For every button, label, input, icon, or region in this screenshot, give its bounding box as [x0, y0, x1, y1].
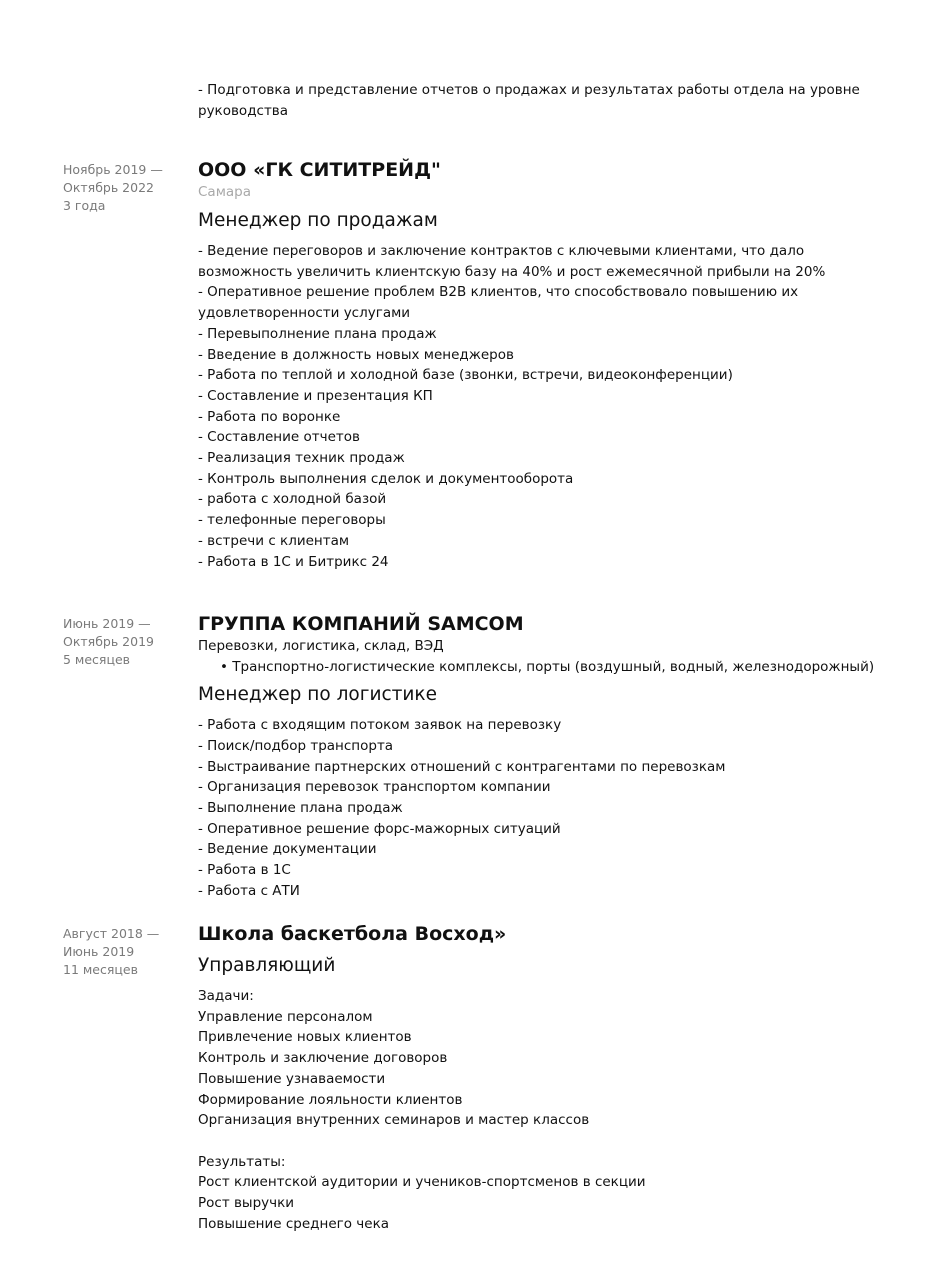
period-duration: 3 года — [63, 198, 106, 213]
description-line: Повышение среднего чека — [198, 1215, 389, 1232]
description-line: - Составление и презентация КП — [198, 387, 433, 404]
description-spacer — [198, 1131, 888, 1152]
description-line: - работа с холодной базой — [198, 491, 387, 508]
period-end: Октябрь 2022 — [63, 180, 154, 195]
job-period — [63, 925, 188, 979]
intro-line: руководства — [198, 102, 289, 119]
job-position: Менеджер по логистике — [198, 684, 437, 706]
description-line: - встречи с клиентам — [198, 532, 350, 549]
description-line: Повышение узнаваемости — [198, 1070, 386, 1087]
period-start: Ноябрь 2019 — — [63, 162, 163, 177]
company-industry-item: • Транспортно-логистические комплексы, порты (воздушный, водный, железнодорожный) — [220, 658, 875, 675]
description-line: - Работа в 1С и Битрикс 24 — [198, 553, 389, 570]
company-name: ООО «ГК СИТИТРЕЙД" — [198, 159, 441, 181]
description-line: - Реализация техник продаж — [198, 450, 405, 467]
intro-line: - Подготовка и представление отчетов о продажах и результатах работы отдела на уровне — [198, 82, 860, 98]
job-position: Менеджер по продажам — [198, 210, 438, 231]
description-line: удовлетворенности услугами — [198, 305, 411, 322]
description-line: - Работа в 1С — [198, 862, 291, 879]
period-start: Июнь 2019 — — [63, 616, 151, 631]
description-line: Рост клиентской аудитории и учеников-спортсменов в секции — [198, 1174, 646, 1191]
description-line: - Организация перевозок транспортом компании — [198, 779, 551, 796]
description-line: - Ведение документации — [198, 841, 377, 858]
description-line: - Введение в должность новых менеджеров — [198, 346, 514, 363]
job-description — [198, 715, 888, 901]
period-duration: 11 месяцев — [63, 962, 138, 977]
job-period — [63, 161, 188, 215]
description-line: - Работа с АТИ — [198, 882, 300, 899]
description-line: - Оперативное решение форс-мажорных ситуаций — [198, 820, 561, 837]
company-name: Школа баскетбола Восход» — [198, 923, 507, 945]
job-description — [198, 986, 888, 1234]
description-line: Формирование лояльности клиентов — [198, 1091, 463, 1108]
description-line: - Работа по теплой и холодной базе (звонки, встречи, видеоконференции) — [198, 367, 733, 384]
period-duration: 5 месяцев — [63, 652, 131, 667]
period-end: Июнь 2019 — [63, 944, 135, 959]
description-line: Привлечение новых клиентов — [198, 1029, 412, 1046]
description-line: Контроль и заключение договоров — [198, 1050, 448, 1067]
description-line: - Выстраивание партнерских отношений с контрагентами по перевозкам — [198, 758, 726, 775]
description-line: - Работа по воронке — [198, 408, 341, 425]
description-line: - Поиск/подбор транспорта — [198, 737, 394, 754]
description-line: - Контроль выполнения сделок и документооборота — [198, 470, 574, 487]
description-line: Рост выручки — [198, 1195, 295, 1212]
intro-description — [198, 80, 878, 121]
description-line: Управление персоналом — [198, 1008, 373, 1025]
description-line: Задачи: — [198, 988, 254, 1004]
description-line: - Выполнение плана продаж — [198, 800, 403, 816]
job-description — [198, 241, 888, 572]
description-line: возможность увеличить клиентскую базу на 40% и рост ежемесячной прибыли на 20% — [198, 263, 826, 280]
period-start: Август 2018 — — [63, 926, 160, 941]
job-content — [198, 158, 888, 572]
job-content — [198, 612, 888, 902]
description-line: Результаты: — [198, 1153, 286, 1170]
job-position: Управляющий — [198, 955, 336, 976]
company-name: ГРУППА КОМПАНИЙ SAMCOM — [198, 613, 524, 635]
description-line: - телефонные переговоры — [198, 512, 386, 529]
job-content — [198, 922, 888, 1234]
description-line: - Составление отчетов — [198, 429, 360, 446]
job-period — [63, 615, 188, 669]
description-line: Организация внутренних семинаров и мастер классов — [198, 1112, 590, 1129]
description-line: - Ведение переговоров и заключение контрактов с ключевыми клиентами, что дало — [198, 243, 805, 259]
company-city: Самара — [198, 184, 251, 200]
description-line: - Перевыполнение плана продаж — [198, 325, 437, 342]
company-industry: Перевозки, логистика, склад, ВЭД — [198, 638, 444, 654]
period-end: Октябрь 2019 — [63, 634, 154, 649]
description-line: - Работа с входящим потоком заявок на перевозку — [198, 717, 562, 734]
description-line: - Оперативное решение проблем B2B клиентов, что способствовало повышению их — [198, 284, 799, 301]
